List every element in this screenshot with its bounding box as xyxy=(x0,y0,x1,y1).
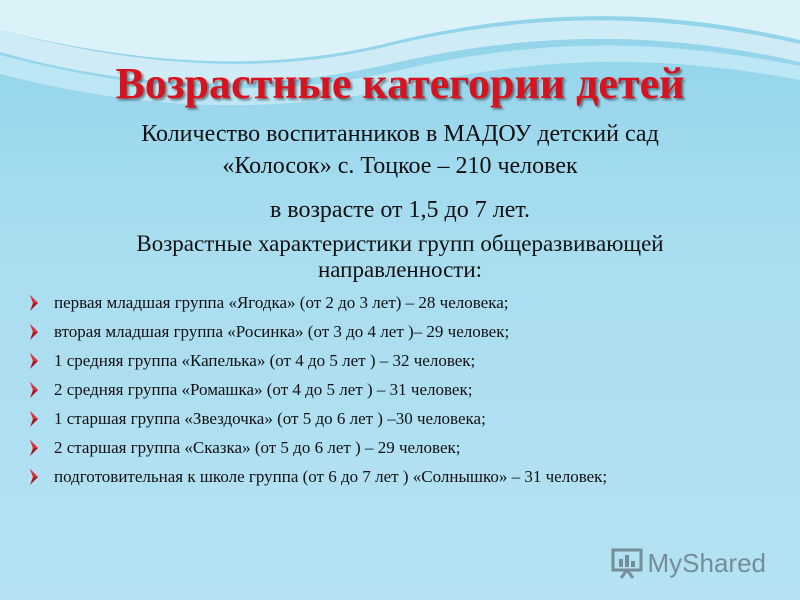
list-item xyxy=(28,321,748,342)
group-label: первая младшая группа «Ягодка» (от 2 до 3 лет) – 28 человека; xyxy=(54,293,509,312)
group-list xyxy=(28,292,748,495)
group-label: подготовительная к школе группа (от 6 до 7 лет ) «Солнышко» – 31 человек; xyxy=(54,467,608,486)
list-item xyxy=(28,292,748,313)
bullet-arrow-icon xyxy=(28,324,40,340)
group-label: 1 старшая группа «Звездочка» (от 5 до 6 лет ) –30 человека; xyxy=(54,409,486,428)
list-item xyxy=(28,379,748,400)
myshared-watermark xyxy=(610,546,767,580)
intro-line-5: направленности: xyxy=(317,257,483,282)
group-label: вторая младшая группа «Росинка» (от 3 до 4 лет )– 29 человек; xyxy=(54,322,510,341)
bullet-arrow-icon xyxy=(28,353,40,369)
bullet-arrow-icon xyxy=(28,440,40,456)
intro-line-4: Возрастные характеристики групп общеразвивающей xyxy=(136,231,664,256)
bullet-arrow-icon xyxy=(28,411,40,427)
bullet-arrow-icon xyxy=(28,469,40,485)
list-item xyxy=(28,466,748,487)
list-item xyxy=(28,408,748,429)
list-item xyxy=(28,437,748,458)
bullet-arrow-icon xyxy=(28,382,40,398)
intro-line-1: Количество воспитанников в МАДОУ детский сад xyxy=(141,121,659,147)
intro-line-3: в возрасте от 1,5 до 7 лет. xyxy=(269,197,531,223)
group-label: 1 средняя группа «Капелька» (от 4 до 5 лет ) – 32 человек; xyxy=(54,351,476,370)
presentation-board-icon xyxy=(610,546,644,580)
group-label: 2 средняя группа «Ромашка» (от 4 до 5 лет ) – 31 человек; xyxy=(54,380,473,399)
slide-title: Возрастные категории детей xyxy=(115,59,685,108)
bullet-arrow-icon xyxy=(28,295,40,311)
group-label: 2 старшая группа «Сказка» (от 5 до 6 лет ) – 29 человек; xyxy=(54,438,461,457)
list-item xyxy=(28,350,748,371)
intro-line-2: «Колосок» с. Тоцкое – 210 человек xyxy=(222,153,578,179)
watermark-text: MyShared xyxy=(647,547,766,578)
